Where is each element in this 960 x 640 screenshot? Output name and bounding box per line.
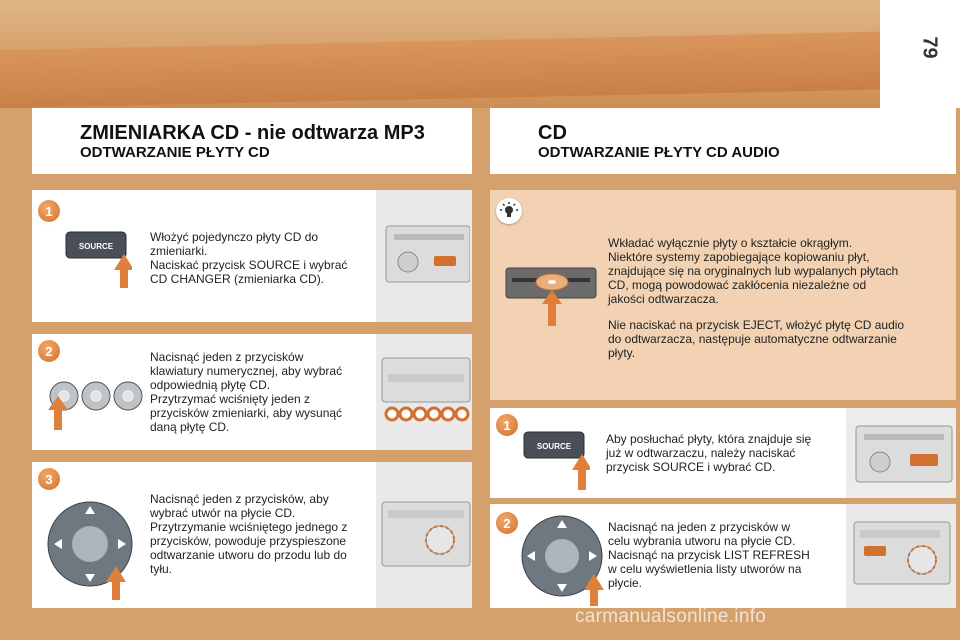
right-step-2-text: Nacisnąć na jeden z przycisków w celu wybrania utworu na płycie CD. Nacisnąć na przycisk LIST REFRESH w celu wyświetlenia listy utworów na płycie. [608,520,810,590]
left-step-3-panel [32,462,472,608]
radio-unit-image [376,190,472,322]
watermark: carmanualsonline.info [575,606,767,627]
source-button-label: SOURCE [78,242,114,251]
left-section-title: ZMIENIARKA CD - nie odtwarza MP3 [80,122,425,144]
source-button-illustration [520,430,590,492]
left-step-3-text: Nacisnąć jeden z przycisków, aby wybrać utwór na płycie CD. Przytrzymanie wciśniętego jednego z przycisków, powoduje przyspieszone odtwarzanie utworu do przodu lub do tyłu. [150,492,348,576]
right-section-subtitle: ODTWARZANIE PŁYTY CD AUDIO [538,144,780,161]
right-section-title: CD [538,122,567,144]
source-button-label: SOURCE [536,442,572,451]
right-step-1-panel [490,408,956,498]
changer-buttons-illustration [42,374,152,434]
step-badge-3: 3 [38,468,60,490]
left-step-1-panel [32,190,472,322]
lightbulb-icon [496,198,522,224]
page-tab [880,0,960,108]
cd-slot-illustration [504,260,600,330]
navigation-unit-image [846,504,956,608]
left-step-2-text: Nacisnąć jeden z przycisków klawiatury numerycznej, aby wybrać odpowiednią płytę CD. Przytrzymać wciśnięty jeden z przycisków zmieniarki, aby wysunąć daną płytę CD. [150,350,343,434]
step-badge-right-2: 2 [496,512,518,534]
left-step-1-text: Włożyć pojedynczo płyty CD do zmieniarki. Naciskać przycisk SOURCE i wybrać CD CHANGER (zmieniarka CD). [150,230,348,286]
right-step-2-panel [490,504,956,608]
arrow-up-icon [572,454,590,490]
right-step-1-text: Aby posłuchać płyty, która znajduje się już w odtwarzaczu, należy naciskać przycisk SOURCE i wybrać CD. [606,432,812,474]
page-number: 79 [918,36,941,59]
source-button-illustration [62,230,132,290]
step-badge-1: 1 [38,200,60,222]
left-section-header [32,108,472,174]
right-info-panel [490,190,956,400]
radio-unit-image [846,408,956,498]
navigation-unit-image [376,462,472,608]
step-badge-right-1: 1 [496,414,518,436]
info-text-2: Nie naciskać na przycisk EJECT, włożyć płytę CD audio do odtwarzacza, następuje automatyczne odtwarzanie płyty. [608,318,905,360]
info-text-1: Wkładać wyłącznie płyty o kształcie okrągłym. Niektóre systemy zapobiegające kopiowaniu płyt, znajdujące się na oryginalnych lub wypalanych płytach CD, mogą powodować zakłócenia niezależne od jakości odtwarzacza. [608,236,899,306]
changer-unit-image [376,334,472,450]
right-section-header [490,108,956,174]
left-section-subtitle: ODTWARZANIE PŁYTY CD [80,144,270,161]
arrow-up-icon [114,254,132,288]
left-step-2-panel [32,334,472,450]
step-badge-2: 2 [38,340,60,362]
navigation-pad-illustration [42,492,152,602]
